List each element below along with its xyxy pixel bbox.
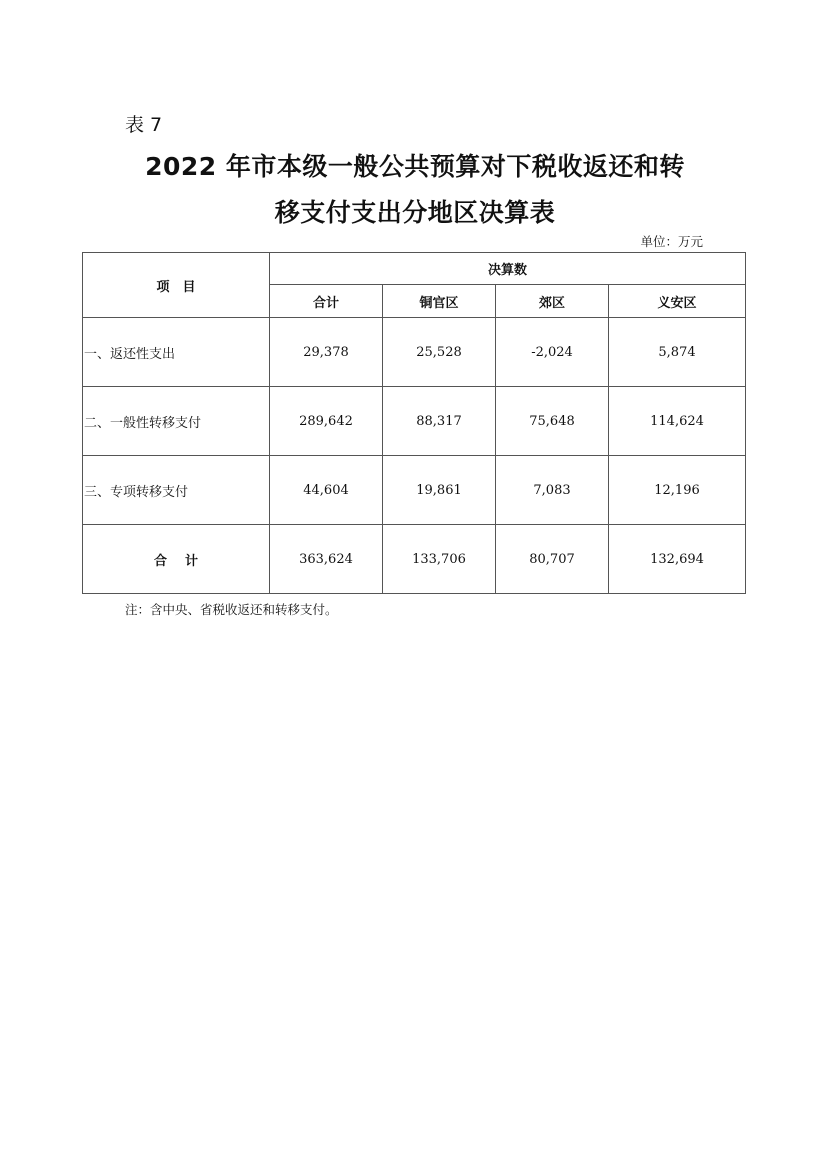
row-name: 三、专项转移支付: [83, 456, 270, 525]
cell-yian: 5,874: [609, 318, 746, 387]
total-row: [83, 525, 746, 594]
cell-tongguan: 88,317: [383, 387, 496, 456]
cell-yian: 12,196: [609, 456, 746, 525]
footnote: 注：含中央、省税收返还和转移支付。: [125, 602, 338, 617]
cell-total: 29,378: [270, 318, 383, 387]
unit-label: 单位：万元: [640, 234, 703, 249]
cell-total: 363,624: [270, 525, 383, 594]
header-col-total: 合计: [270, 285, 383, 318]
cell-jiaoqu: 7,083: [496, 456, 609, 525]
budget-table: [82, 252, 746, 594]
cell-tongguan: 19,861: [383, 456, 496, 525]
row-name: 二、一般性转移支付: [83, 387, 270, 456]
cell-yian: 132,694: [609, 525, 746, 594]
cell-tongguan: 133,706: [383, 525, 496, 594]
header-group: 决算数: [270, 253, 746, 285]
cell-total: 44,604: [270, 456, 383, 525]
table-row: [83, 318, 746, 387]
header-col-yian: 义安区: [609, 285, 746, 318]
header-item: 项 目: [83, 253, 270, 318]
cell-yian: 114,624: [609, 387, 746, 456]
cell-jiaoqu: 80,707: [496, 525, 609, 594]
page-title-line-2: 移支付支出分地区决算表: [274, 198, 556, 227]
table-row: [83, 456, 746, 525]
cell-total: 289,642: [270, 387, 383, 456]
cell-tongguan: 25,528: [383, 318, 496, 387]
total-label: 合计: [83, 525, 270, 594]
page-title-line-1: 2022 年市本级一般公共预算对下税收返还和转: [145, 152, 685, 181]
table-number-label: 表 7: [125, 114, 163, 136]
header-col-jiaoqu: 郊区: [496, 285, 609, 318]
cell-jiaoqu: -2,024: [496, 318, 609, 387]
row-name: 一、返还性支出: [83, 318, 270, 387]
cell-jiaoqu: 75,648: [496, 387, 609, 456]
table-row: [83, 387, 746, 456]
header-col-tongguan: 铜官区: [383, 285, 496, 318]
